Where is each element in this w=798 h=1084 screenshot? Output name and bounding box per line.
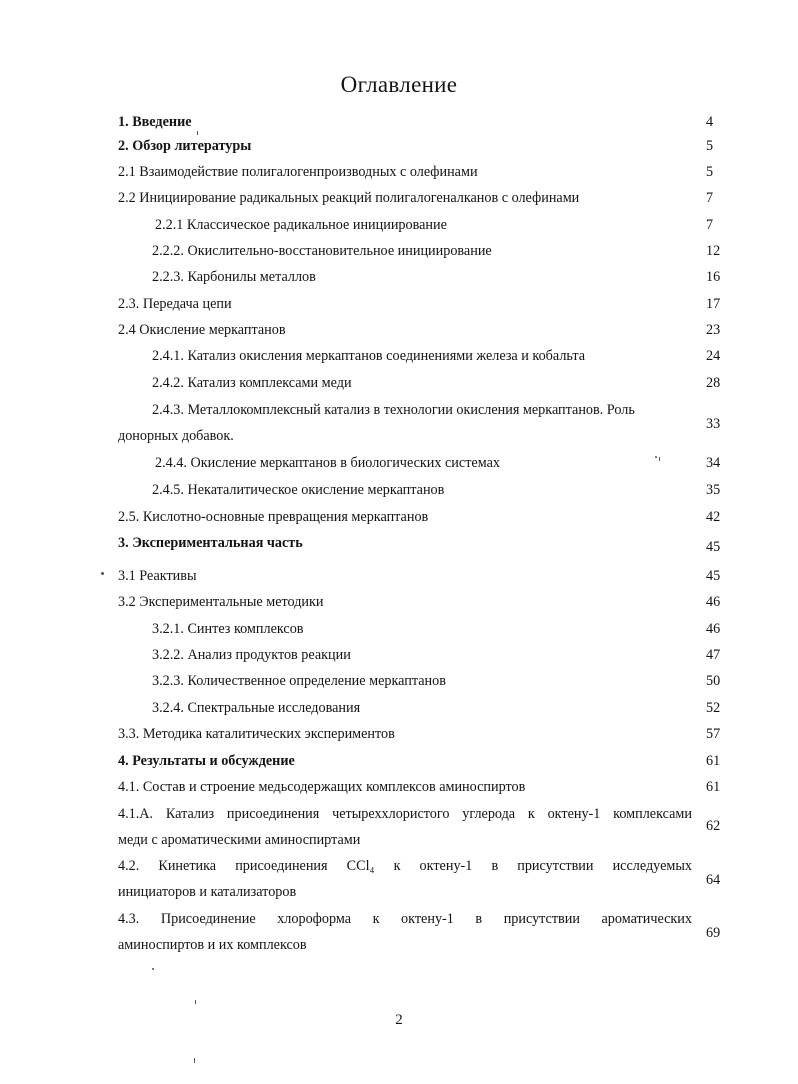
toc-entry-text: 2.4.2. Катализ комплексами меди [152,375,352,391]
toc-entry-page: 17 [706,296,721,312]
toc-entry-text: 2.2.3. Карбонилы металлов [152,269,316,285]
toc-entry-page: 57 [706,726,721,742]
toc-entry-page: 47 [706,647,721,663]
toc-entry-text: 2.4.5. Некаталитическое окисление меркаптанов [152,482,445,498]
scan-speck [152,968,154,970]
toc-entry-page: 34 [706,455,721,471]
page-title: Оглавление [340,72,458,97]
scan-speck [195,1000,196,1004]
toc-entry-text-continued: инициаторов и катализаторов [118,884,297,900]
toc-entry-text: 4.2. Кинетика присоединения CCl₄ к октену-1 в присутствии исследуемых [118,858,692,874]
toc-entry-text: 2.2.2. Окислительно-восстановительное инициирование [152,243,492,259]
toc-entry-page: 46 [706,621,721,637]
toc-entry-page: 28 [706,375,721,391]
toc-entry-text: 2. Обзор литературы [118,138,252,154]
toc-entry-text-continued: меди с ароматическими аминоспиртами [118,832,361,848]
toc-entry-page: 5 [706,138,714,154]
scan-speck [655,456,657,458]
toc-entry-text: 2.4 Окисление меркаптанов [118,322,286,338]
toc-entry-text: 1. Введение [118,114,192,130]
scan-speck [194,1058,195,1063]
toc-entry-text-continued: аминоспиртов и их комплексов [118,937,307,953]
toc-entry-4-1-a[interactable] [0,804,798,850]
toc-entry-page: 7 [706,217,714,233]
toc-entry-text: 3.2.3. Количественное определение меркаптанов [152,673,446,689]
page-number: 2 [395,1012,403,1028]
toc-entry-page: 64 [706,872,721,888]
toc-entry-text: 2.2.1 Классическое радикальное инициирование [155,217,447,233]
toc-entry-page: 35 [706,482,721,498]
toc-entry-text: 3.2.1. Синтез комплексов [152,621,304,637]
toc-entry-text-continued: донорных добавок. [118,428,234,444]
toc-entry-text: 2.1 Взаимодействие полигалогенпроизводных с олефинами [118,164,478,180]
toc-entry-text: 4.1. Состав и строение медьсодержащих комплексов аминоспиртов [118,779,526,795]
scan-speck [659,457,660,461]
toc-entry-text: 2.2 Инициирование радикальных реакций полигалогеналканов с олефинами [118,190,580,206]
toc-entry-page: 24 [706,348,721,364]
toc-entry-text: 2.5. Кислотно-основные превращения меркаптанов [118,509,429,525]
toc-entry-page: 5 [706,164,714,180]
scan-speck [101,572,104,575]
toc-entry-text: 3.2 Экспериментальные методики [118,594,324,610]
toc-entry-page: 45 [706,568,721,584]
toc-entry-page: 23 [706,322,721,338]
toc-entry-text: 4.3. Присоединение хлороформа к октену-1 в присутствии ароматических [118,911,692,927]
toc-entry-page: 7 [706,190,714,206]
toc-entry-text: 2.4.3. Металлокомплексный катализ в технологии окисления меркаптанов. Роль [152,402,635,418]
toc-entry-text: 3.1 Реактивы [118,568,197,584]
toc-entry-text: 3.3. Методика каталитических экспериментов [118,726,395,742]
toc-entry-text: 2.4.1. Катализ окисления меркаптанов соединениями железа и кобальта [152,348,585,364]
toc-entry-text: 4. Результаты и обсуждение [118,753,295,769]
toc-entry-text: 3.2.2. Анализ продуктов реакции [152,647,351,663]
toc-entry-page: 61 [706,753,721,769]
toc-entry-page: 50 [706,673,721,689]
toc-entry-2-4-3[interactable] [0,400,798,446]
toc-entry-text: 4.1.А. Катализ присоединения четыреххлористого углерода к октену-1 комплексами [118,806,692,822]
toc-entry-page: 46 [706,594,721,610]
toc-entry-page: 62 [706,818,721,834]
toc-entry-page: 4 [706,114,714,130]
toc-entry-page: 16 [706,269,721,285]
toc-entry-page: 61 [706,779,721,795]
toc-entry-4-2[interactable] [0,856,798,902]
toc-entry-page: 12 [706,243,721,259]
scan-speck [197,131,198,135]
toc-entry-text: 3. Экспериментальная часть [118,535,303,551]
toc-entry-page: 42 [706,509,721,525]
toc-entry-text: 2.4.4. Окисление меркаптанов в биологических системах [155,455,500,471]
toc-entry-page: 45 [706,539,721,555]
toc-entry-page: 52 [706,700,721,716]
toc-entry-4-3[interactable] [0,909,798,955]
toc-entry-page: 69 [706,925,721,941]
toc-entry-page: 33 [706,416,721,432]
toc-entry-text: 2.3. Передача цепи [118,296,232,312]
toc-entry-text: 3.2.4. Спектральные исследования [152,700,361,716]
